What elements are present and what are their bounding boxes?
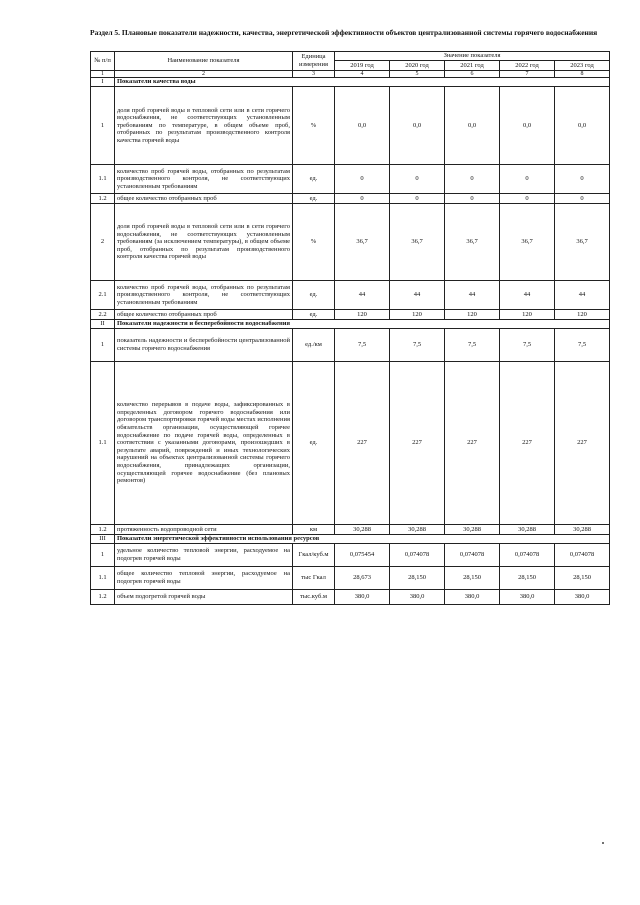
indicator-name: удельное количество тепловой энергии, расходуемое на подогрев горячей воды: [115, 544, 293, 567]
column-number: 2: [115, 71, 293, 78]
value-cell: 120: [555, 310, 610, 320]
value-cell: 36,7: [555, 204, 610, 281]
col-unit-header: Единица измерения: [293, 52, 335, 71]
value-cell: 120: [445, 310, 500, 320]
value-cell: 44: [390, 281, 445, 310]
indicator-name: общее количество тепловой энергии, расходуемое на подогрев горячей воды: [115, 567, 293, 590]
row-number: 1: [91, 329, 115, 362]
col-values-header: Значение показателя: [335, 52, 610, 61]
value-cell: 44: [500, 281, 555, 310]
table-row: [91, 544, 610, 567]
value-cell: 7,5: [555, 329, 610, 362]
header-row: [91, 52, 610, 61]
indicator-name: протяженность водопроводной сети: [115, 525, 293, 535]
value-cell: 0,0: [555, 87, 610, 165]
value-cell: 0: [335, 194, 390, 204]
value-cell: 30,288: [555, 525, 610, 535]
table-row: [91, 204, 610, 281]
year-header: 2022 год: [500, 61, 555, 71]
table-row: [91, 567, 610, 590]
value-cell: 28,150: [445, 567, 500, 590]
value-cell: 0,074078: [445, 544, 500, 567]
value-cell: 7,5: [500, 329, 555, 362]
value-cell: 0: [335, 165, 390, 194]
year-header: 2023 год: [555, 61, 610, 71]
value-cell: 227: [390, 362, 445, 525]
indicator-name: доля проб горячей воды в тепловой сети или в сети горячего водоснабжения, не соответствующих установленным требованиям по температуре, в общем объеме проб, отобранных по результатам производственного контроля качества горячей воды: [115, 87, 293, 165]
indicator-name: количество проб горячей воды, отобранных по результатам производственного контроля, не соответствующих установленным требованиям: [115, 281, 293, 310]
section-row: [91, 535, 610, 544]
value-cell: 0,0: [445, 87, 500, 165]
section-number: III: [91, 535, 115, 544]
table-row: [91, 525, 610, 535]
unit-cell: ед.: [293, 165, 335, 194]
value-cell: 36,7: [445, 204, 500, 281]
value-cell: 0,0: [500, 87, 555, 165]
column-number: 6: [445, 71, 500, 78]
value-cell: 0,0: [335, 87, 390, 165]
column-number: 7: [500, 71, 555, 78]
year-header: 2019 год: [335, 61, 390, 71]
value-cell: 30,288: [500, 525, 555, 535]
table-row: [91, 194, 610, 204]
year-header: 2021 год: [445, 61, 500, 71]
unit-cell: км: [293, 525, 335, 535]
section-title-cell: Показатели энергетической эффективности использования ресурсов: [115, 535, 610, 544]
section-title-cell: Показатели качества воды: [115, 78, 610, 87]
value-cell: 0: [500, 194, 555, 204]
indicator-name: количество перерывов в подаче воды, зафиксированных в определенных договором горячего водоснабжения или договором транспортировки горячей воды местах исполнения обязательств организации, осуществляющей горячее водоснабжение по подаче горячей воды, определенных в соответствии с указанными договорами, произошедших в результате аварий, повреждений и иных технологических нарушений на объектах централизованной системы горячего водоснабжения, принадлежащих организации, осуществляющей горячее водоснабжение (без плановых ремонтов): [115, 362, 293, 525]
section-title: Раздел 5. Плановые показатели надежности, качества, энергетической эффективности объектов централизованной системы горячего водоснабжения: [90, 28, 598, 37]
value-cell: 30,288: [445, 525, 500, 535]
value-cell: 0,074078: [500, 544, 555, 567]
row-number: 1.1: [91, 567, 115, 590]
section-title-cell: Показатели надежности и бесперебойности водоснабжения: [115, 320, 610, 329]
value-cell: 44: [555, 281, 610, 310]
table-row: [91, 590, 610, 605]
table-row: [91, 87, 610, 165]
value-cell: 44: [445, 281, 500, 310]
column-number: 8: [555, 71, 610, 78]
section-row: [91, 320, 610, 329]
section-number: II: [91, 320, 115, 329]
unit-cell: %: [293, 87, 335, 165]
section-row: [91, 78, 610, 87]
value-cell: 0: [500, 165, 555, 194]
value-cell: 227: [445, 362, 500, 525]
column-number: 5: [390, 71, 445, 78]
value-cell: 28,150: [390, 567, 445, 590]
value-cell: 120: [500, 310, 555, 320]
value-cell: 0: [445, 165, 500, 194]
value-cell: 380,0: [390, 590, 445, 605]
table-row: [91, 281, 610, 310]
table-row: [91, 329, 610, 362]
indicators-table: [90, 51, 610, 605]
value-cell: 0: [445, 194, 500, 204]
unit-cell: %: [293, 204, 335, 281]
indicator-name: общее количество отобранных проб: [115, 310, 293, 320]
value-cell: 30,288: [390, 525, 445, 535]
value-cell: 0: [390, 194, 445, 204]
value-cell: 7,5: [390, 329, 445, 362]
column-number: 4: [335, 71, 390, 78]
row-number: 2.1: [91, 281, 115, 310]
value-cell: 28,150: [555, 567, 610, 590]
unit-cell: тыс Гкал: [293, 567, 335, 590]
value-cell: 36,7: [390, 204, 445, 281]
unit-cell: тыс.куб.м: [293, 590, 335, 605]
table-row: [91, 362, 610, 525]
row-number: 1: [91, 87, 115, 165]
value-cell: 380,0: [445, 590, 500, 605]
value-cell: 28,150: [500, 567, 555, 590]
value-cell: 44: [335, 281, 390, 310]
value-cell: 227: [335, 362, 390, 525]
value-cell: 380,0: [335, 590, 390, 605]
year-header: 2020 год: [390, 61, 445, 71]
value-cell: 380,0: [555, 590, 610, 605]
value-cell: 380,0: [500, 590, 555, 605]
indicator-name: количество проб горячей воды, отобранных по результатам производственного контроля, не соответствующих установленным требованиям: [115, 165, 293, 194]
unit-cell: ед./км: [293, 329, 335, 362]
col-name-header: Наименование показателя: [115, 52, 293, 71]
indicator-name: общее количество отобранных проб: [115, 194, 293, 204]
col-no-header: № п/п: [91, 52, 115, 71]
unit-cell: ед.: [293, 362, 335, 525]
table-body: [91, 52, 610, 605]
value-cell: 36,7: [335, 204, 390, 281]
unit-cell: ед.: [293, 281, 335, 310]
value-cell: 0,074078: [390, 544, 445, 567]
column-number: 3: [293, 71, 335, 78]
value-cell: 28,673: [335, 567, 390, 590]
table-row: [91, 310, 610, 320]
row-number: 1.1: [91, 362, 115, 525]
value-cell: 120: [390, 310, 445, 320]
value-cell: 0,074078: [555, 544, 610, 567]
row-number: 1: [91, 544, 115, 567]
value-cell: 0: [555, 194, 610, 204]
value-cell: 227: [500, 362, 555, 525]
table-row: [91, 165, 610, 194]
value-cell: 120: [335, 310, 390, 320]
row-number: 1.2: [91, 194, 115, 204]
value-cell: 0: [390, 165, 445, 194]
unit-cell: ед.: [293, 310, 335, 320]
row-number: 1.2: [91, 525, 115, 535]
value-cell: 0,0: [390, 87, 445, 165]
scan-dot: [602, 842, 604, 844]
column-number: 1: [91, 71, 115, 78]
value-cell: 0: [555, 165, 610, 194]
row-number: 2.2: [91, 310, 115, 320]
column-numbers-row: [91, 71, 610, 78]
value-cell: 30,288: [335, 525, 390, 535]
unit-cell: Гкал/куб.м: [293, 544, 335, 567]
indicator-name: объем подогретой горячей воды: [115, 590, 293, 605]
indicator-name: показатель надежности и бесперебойности централизованной системы горячего водоснабжения: [115, 329, 293, 362]
row-number: 2: [91, 204, 115, 281]
indicator-name: доля проб горячей воды в тепловой сети или в сети горячего водоснабжения, не соответствующих установленным требованиям (за исключением температуры), в общем объеме проб, отобранных по результатам производственного контроля качества горячей воды: [115, 204, 293, 281]
value-cell: 227: [555, 362, 610, 525]
value-cell: 36,7: [500, 204, 555, 281]
row-number: 1.2: [91, 590, 115, 605]
value-cell: 0,075454: [335, 544, 390, 567]
value-cell: 7,5: [335, 329, 390, 362]
value-cell: 7,5: [445, 329, 500, 362]
row-number: 1.1: [91, 165, 115, 194]
unit-cell: ед.: [293, 194, 335, 204]
section-number: I: [91, 78, 115, 87]
